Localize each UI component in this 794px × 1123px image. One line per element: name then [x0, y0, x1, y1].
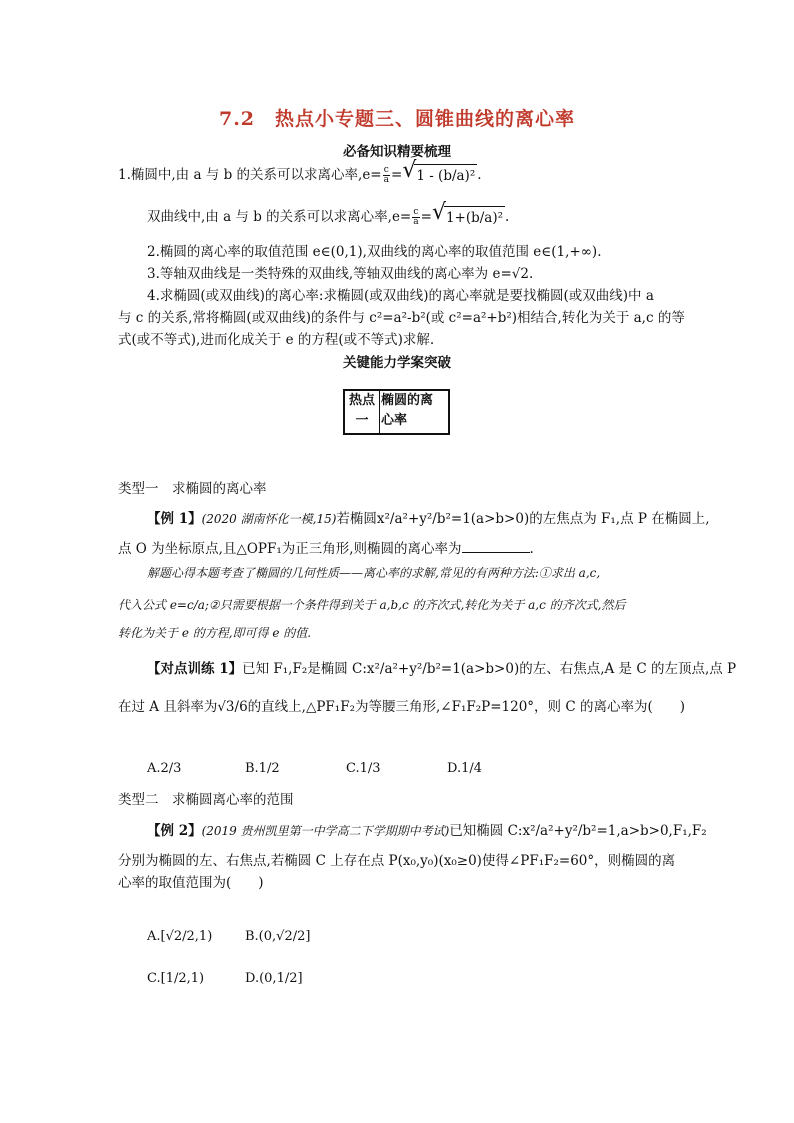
- item-number: 1: [118, 167, 127, 183]
- option-c-2: C.[1/2,1): [147, 971, 205, 986]
- section-heading-basics: 必备知识精要梳理: [343, 144, 451, 160]
- tip-line1: 解题心得本题考查了椭圆的几何性质——离心率的求解,常见的有两种方法:①求出 a,c,: [147, 566, 601, 580]
- training-1-line1: 【对点训练 1】已知 F₁,F₂是椭圆 C:x²/a²+y²/b²=1(a>b>0)的左、右焦点,A 是 C 的左顶点,点 P: [147, 661, 737, 677]
- training-1-line2: 在过 A 且斜率为√3/6的直线上,△PF₁F₂为等腰三角形,∠F₁F₂P=120°，则 C 的离心率为( ): [118, 699, 685, 715]
- example-2-line1: 【例 2】(2019 贵州凯里第一中学高二下学期期中考试)已知椭圆 C:x²/a²+y²/b²=1,a>b>0,F₁,F₂: [147, 823, 707, 839]
- page-title: 7.2 热点小专题三、圆锥曲线的离心率: [218, 108, 576, 130]
- option-c-1: C.1/3: [346, 761, 381, 776]
- paragraph-4-line1: 4.求椭圆(或双曲线)的离心率:求椭圆(或双曲线)的离心率就是要找椭圆(或双曲线)中 a: [147, 288, 654, 304]
- option-b-1: B.1/2: [245, 761, 280, 776]
- tip-line2: 代入公式 e=c/a;②只需要根据一个条件得到关于 a,b,c 的齐次式,转化为关于 a,c 的齐次式,然后: [118, 598, 626, 612]
- example-1-line2: 点 O 为坐标原点,且△OPF₁为正三角形,则椭圆的离心率为 .: [118, 541, 534, 557]
- section-heading-abilities: 关键能力学案突破: [343, 355, 451, 371]
- sqrt-expression: √ 1+(b/a)²: [432, 206, 505, 229]
- paragraph-4-line2: 与 c 的关系,常将椭圆(或双曲线)的条件与 c²=a²-b²(或 c²=a²+b²)相结合,转化为关于 a,c 的等: [118, 310, 685, 326]
- paragraph-2: 2.椭圆的离心率的取值范围 e∈(0,1),双曲线的离心率的取值范围 e∈(1,+∞).: [147, 244, 602, 260]
- hotspot-label: 热点一: [345, 391, 380, 433]
- option-b-2: B.(0,√2/2]: [245, 929, 311, 944]
- type-heading-2: 类型二 求椭圆离心率的范围: [118, 792, 294, 808]
- paragraph-3: 3.等轴双曲线是一类特殊的双曲线,等轴双曲线的离心率为 e=√2.: [147, 266, 534, 282]
- sqrt-expression: √ 1 - (b/a)²: [402, 164, 477, 187]
- paragraph-1: 1.椭圆中,由 a 与 b 的关系可以求离心率,e= $\frac{c}{a}$ =√ 1 - (b/a)² .: [118, 164, 482, 187]
- paragraph-1b: 双曲线中,由 a 与 b 的关系可以求离心率,e= $\frac{c}{a}$ =√ 1+(b/a)² .: [147, 206, 509, 229]
- example-2-line3: 心率的取值范围为( ): [118, 875, 264, 891]
- paragraph-4-line3: 式(或不等式),进而化成关于 e 的方程(或不等式)求解.: [118, 332, 435, 348]
- option-d-1: D.1/4: [447, 761, 483, 776]
- option-d-2: D.(0,1/2]: [245, 971, 303, 986]
- example-2-line2: 分别为椭圆的左、右焦点,若椭圆 C 上存在点 P(x₀,y₀)(x₀≥0)使得∠PF₁F₂=60°，则椭圆的离: [118, 853, 676, 869]
- hotspot-topic: 椭圆的离 心率: [381, 393, 434, 428]
- example-1-line1: 【例 1】(2020 湖南怀化一模,15)若椭圆x²/a²+y²/b²=1(a>b>0)的左焦点为 F₁,点 P 在椭圆上,: [147, 511, 710, 527]
- option-a-2: A.[√2/2,1): [147, 929, 213, 944]
- type-heading-1: 类型一 求椭圆的离心率: [118, 481, 267, 497]
- option-a-1: A.2/3: [147, 761, 182, 776]
- answer-blank: [462, 540, 530, 553]
- hotspot-box: [343, 389, 450, 435]
- tip-line3: 转化为关于 e 的方程,即可得 e 的值.: [118, 626, 312, 640]
